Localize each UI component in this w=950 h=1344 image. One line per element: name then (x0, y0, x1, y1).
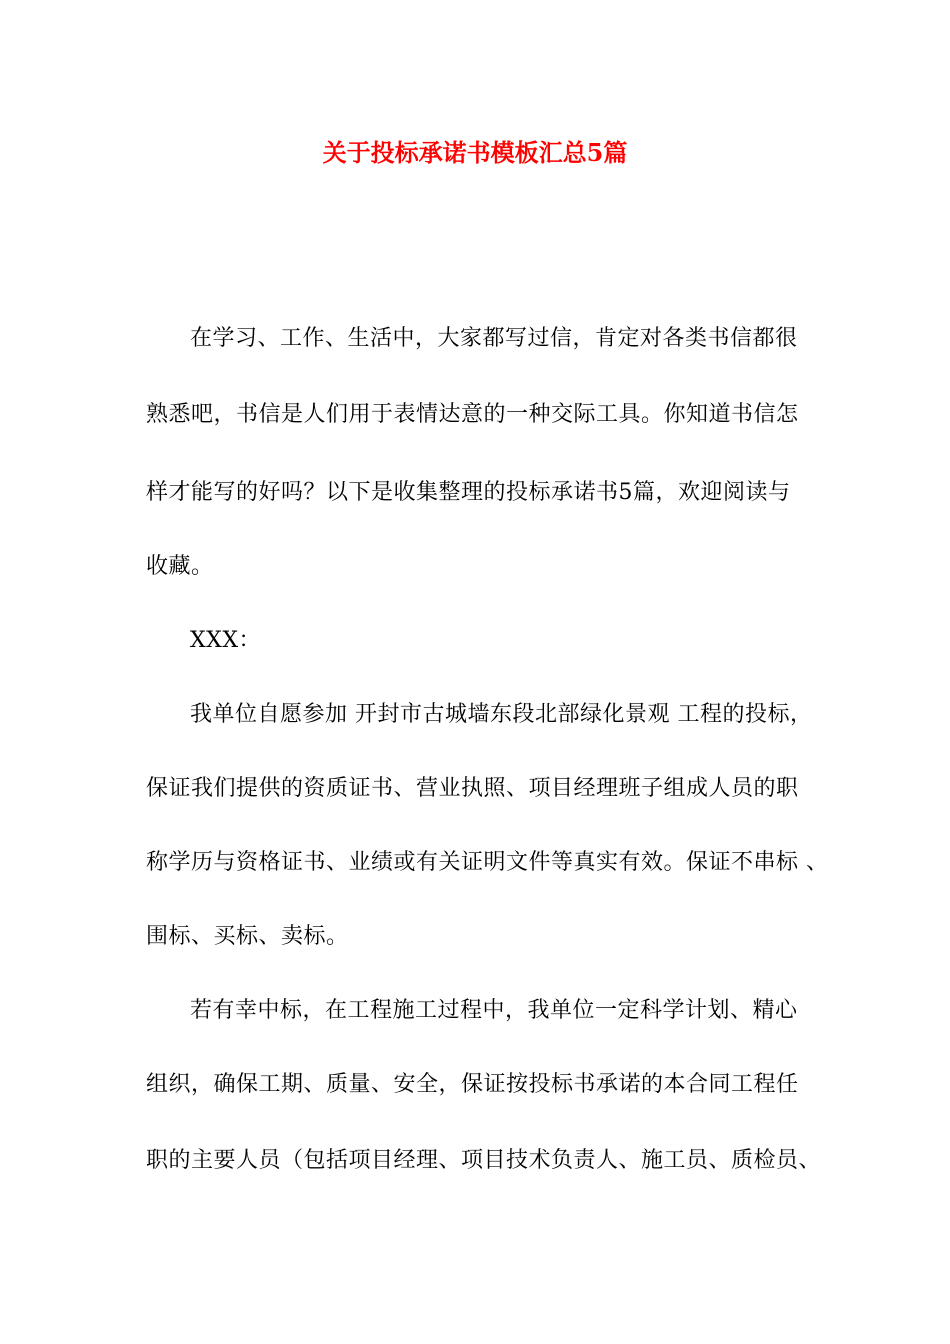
paragraph-line: 围标、买标、卖标。 (146, 924, 349, 949)
paragraph-line: 职的主要人员（包括项目经理、项目技术负责人、施工员、质检员、 (146, 1148, 822, 1173)
paragraph-line: 在学习、工作、生活中，大家都写过信，肯定对各类书信都很 (190, 326, 798, 351)
paragraph-line: 组织，确保工期、质量、安全，保证按投标书承诺的本合同工程任 (146, 1072, 799, 1097)
document-title: 关于投标承诺书模板汇总5篇 (322, 138, 628, 167)
paragraph-line: 称学历与资格证书、业绩或有关证明文件等真实有效。保证不串标 、 (146, 850, 829, 875)
paragraph-line: 收藏。 (146, 554, 214, 579)
paragraph-line: 若有幸中标，在工程施工过程中，我单位一定科学计划、精心 (190, 998, 798, 1023)
salutation-line: XXX： (190, 628, 261, 653)
paragraph-line: 我单位自愿参加 开封市古城墙东段北部绿化景观 工程的投标， (190, 702, 813, 727)
paragraph-line: 保证我们提供的资质证书、营业执照、项目经理班子组成人员的职 (146, 776, 799, 801)
paragraph-line: 熟悉吧，书信是人们用于表情达意的一种交际工具。你知道书信怎 (146, 402, 799, 427)
paragraph-line: 样才能写的好吗？以下是收集整理的投标承诺书5篇，欢迎阅读与 (146, 480, 791, 505)
